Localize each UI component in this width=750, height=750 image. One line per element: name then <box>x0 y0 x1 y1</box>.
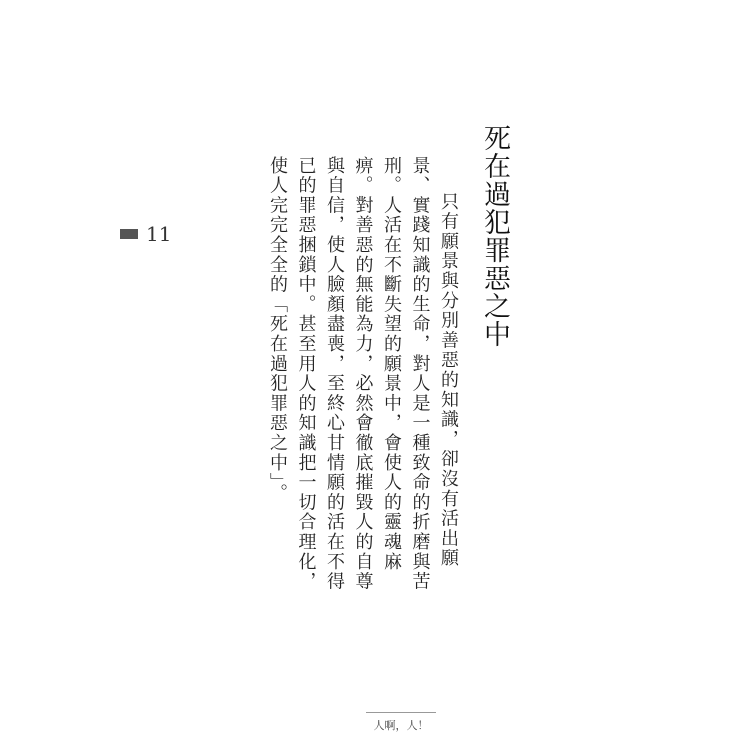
page-marker <box>120 222 171 246</box>
footer-rule <box>366 712 436 713</box>
book-title-footer: 人啊，人！ <box>373 719 429 732</box>
running-footer <box>366 712 436 733</box>
page-marker-bar <box>120 229 138 239</box>
chapter-title: 死在過犯罪惡之中 <box>479 124 510 348</box>
body-paragraph: 只有願景與分別善惡的知識，卻沒有活出願景、實踐知識的生命，對人是一種致命的折磨與苦刑。人活在不斷失望的願景中，會使人的靈魂麻痹。對善惡的無能為力，必然會徹底摧毀人的自尊與自信，使人臉顏盡喪，至終心甘情願的活在不得已的罪惡捆鎖中。甚至用人的知識把一切合理化，使人完完全全的「死在過犯罪惡之中」。 <box>267 156 459 592</box>
body-text <box>263 156 463 606</box>
page-number: 11 <box>146 222 172 246</box>
